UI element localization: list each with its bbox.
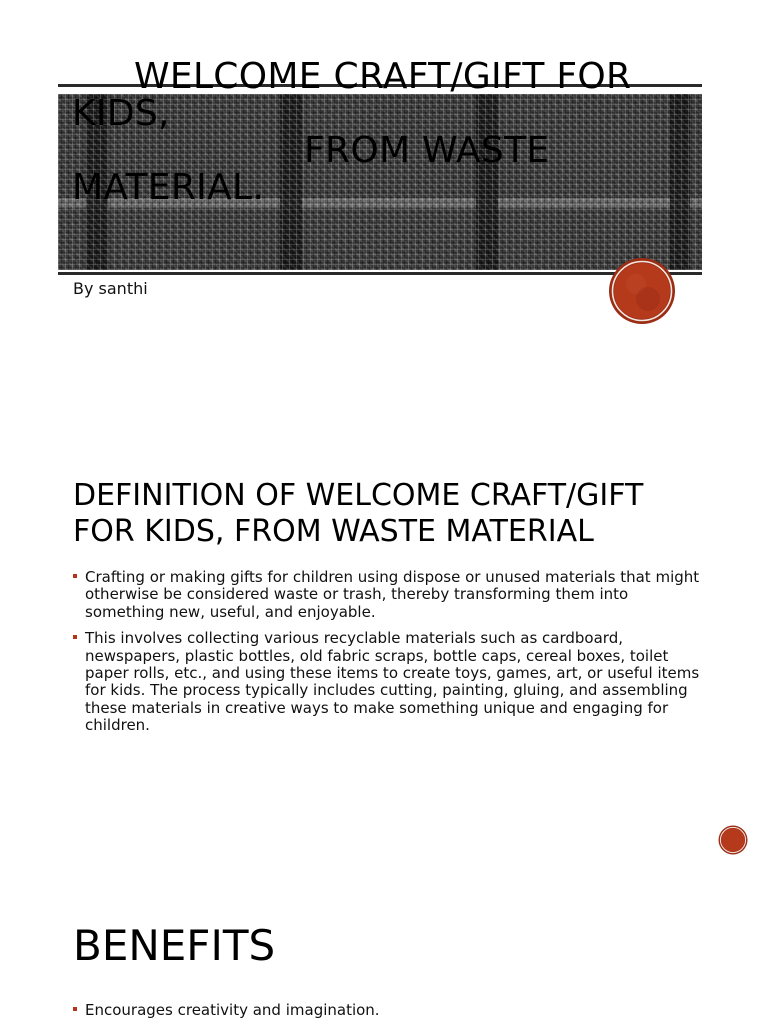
title-line: WELCOME CRAFT/GIFT FOR xyxy=(134,56,632,97)
title-line: FROM WASTE xyxy=(304,130,550,171)
badge-fill xyxy=(721,828,745,852)
definition-heading: DEFINITION OF WELCOME CRAFT/GIFT FOR KIDS, FROM WASTE MATERIAL xyxy=(73,478,644,549)
list-item-text: Encourages creativity and imagination. xyxy=(85,1001,380,1019)
title-line: MATERIAL. xyxy=(72,167,265,208)
author-subtitle: By santhi xyxy=(73,279,148,298)
square-bullet-icon xyxy=(73,574,77,578)
list-item-text: This involves collecting various recyclable materials such as cardboard, newspapers, plastic bottles, old fabric scraps, bottle caps, cereal boxes, toilet paper rolls, etc., and using these items to create toys, games, art, or useful items for kids. The process typically includes cutting, painting, gluing, and assembling these materials in creative ways to make something unique and engaging for children. xyxy=(85,629,700,735)
benefits-heading: BENEFITS xyxy=(73,921,276,970)
badge-shade xyxy=(636,287,660,311)
square-bullet-icon xyxy=(73,1007,77,1011)
banner-bottom-rule xyxy=(58,272,702,275)
list-item xyxy=(73,569,701,621)
list-item xyxy=(73,1002,701,1019)
square-bullet-icon xyxy=(73,635,77,639)
circle-seal-icon xyxy=(608,257,676,325)
benefits-list xyxy=(73,1002,701,1024)
list-item-text: Crafting or making gifts for children using dispose or unused materials that might otherwise be considered waste or trash, thereby transforming them into something new, useful, and enjoyable. xyxy=(85,568,700,621)
slide-title xyxy=(72,58,672,206)
definition-list xyxy=(73,569,701,744)
list-item xyxy=(73,630,701,734)
title-line: KIDS, xyxy=(72,93,170,134)
circle-seal-icon xyxy=(718,825,748,855)
